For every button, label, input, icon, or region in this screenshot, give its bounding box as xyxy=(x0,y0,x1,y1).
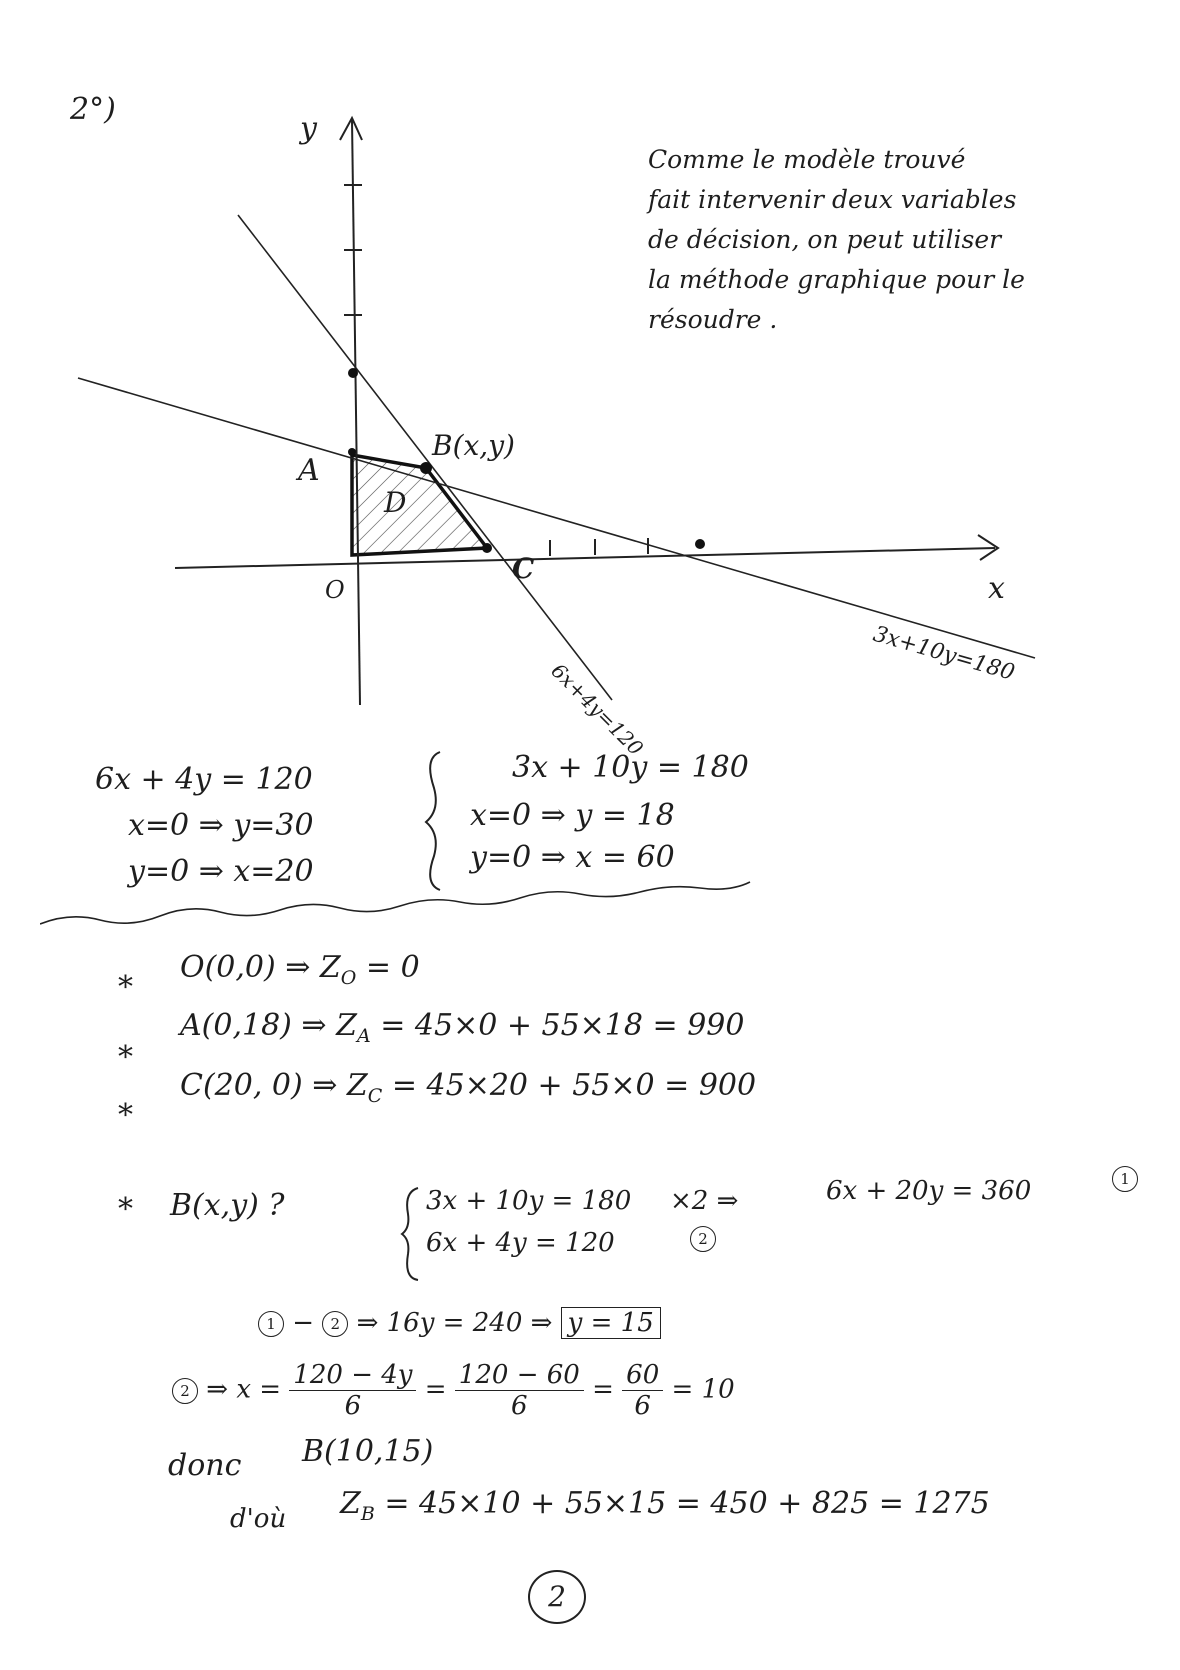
axis-x-label: x xyxy=(988,571,1005,606)
system-eq2: 6x + 4y = 120 xyxy=(426,1228,615,1258)
note-line: de décision, on peut utiliser xyxy=(648,225,1002,254)
line1-label: 3x+10y=180 xyxy=(870,621,1018,686)
donc-label: donc xyxy=(168,1448,242,1483)
point-b xyxy=(420,462,432,474)
page-number: 2 xyxy=(528,1570,586,1624)
dou-label: d'où xyxy=(230,1504,287,1534)
wavy-separator xyxy=(40,872,760,932)
zb-equation: $Z_B = 45\times 10 + 55\times 15 = 450 + 825 = 1275$ xyxy=(340,1486,990,1525)
intercept-left-title: 6x + 4y = 120 xyxy=(95,762,313,797)
note-line: fait intervenir deux variables xyxy=(648,185,1017,214)
tag-1: 1 xyxy=(258,1311,284,1337)
tag-2: 2 xyxy=(172,1378,198,1404)
origin-label: O xyxy=(325,576,345,604)
point-y30 xyxy=(348,368,358,378)
bullet: * xyxy=(118,1098,133,1133)
axis-y-label: y xyxy=(300,111,317,146)
feasible-region xyxy=(352,455,487,555)
line-6x-4y-120 xyxy=(238,215,612,700)
intercept-right-1: x=0 ⇒ y = 18 xyxy=(470,798,675,833)
region-label: D xyxy=(384,486,407,519)
tag-1: 1 xyxy=(1112,1166,1138,1192)
system-eq1: 3x + 10y = 180 xyxy=(426,1186,632,1216)
note-line: la méthode graphique pour le xyxy=(648,265,1025,294)
intercept-right-2: y=0 ⇒ x = 60 xyxy=(470,840,675,875)
line-3x-10y-180 xyxy=(78,378,1035,658)
point-b-label: B(x,y) xyxy=(432,429,515,462)
line2-label: 6x+4y=120 xyxy=(546,658,649,760)
fraction-3: $\frac{60}{6}$ xyxy=(622,1360,663,1421)
intercept-right-title: 3x + 10y = 180 xyxy=(512,750,749,785)
fraction-1: $\frac{120 - 4y}{6}$ xyxy=(289,1360,416,1421)
y-result: y = 15 xyxy=(561,1307,661,1339)
y-axis xyxy=(352,120,360,705)
point-a-label: A xyxy=(298,453,320,488)
section-label: 2°) xyxy=(70,92,116,127)
eval-o: O(0,0) ⇒ $Z_O = 0$ xyxy=(180,950,420,989)
intercept-left-2: y=0 ⇒ x=20 xyxy=(128,854,314,889)
x-axis xyxy=(175,548,995,568)
b-question: B(x,y) ? xyxy=(170,1188,285,1223)
eval-c: C(20, 0) ⇒ $Z_C = 45\times 20 + 55\times 0 = 900$ xyxy=(180,1068,757,1107)
system-eq1-op: ×2 ⇒ xyxy=(670,1186,739,1216)
point-c xyxy=(482,543,492,553)
tag-2: 2 xyxy=(690,1226,716,1252)
intercept-left-1: x=0 ⇒ y=30 xyxy=(128,808,314,843)
bullet: * xyxy=(118,1040,133,1075)
point-c-label: C xyxy=(512,552,535,585)
eval-a: A(0,18) ⇒ $Z_A = 45\times 0 + 55\times 18 = 990$ xyxy=(180,1008,745,1047)
fraction-2: $\frac{120 - 60}{6}$ xyxy=(455,1360,584,1421)
note-block xyxy=(648,140,1025,340)
point-a xyxy=(348,448,356,456)
point-x60 xyxy=(695,539,705,549)
tag-2: 2 xyxy=(322,1311,348,1337)
note-line: Comme le modèle trouvé xyxy=(648,145,966,174)
bullet: * xyxy=(118,1192,133,1227)
step1: 1 − 2 ⇒ 16y = 240 ⇒ y = 15 xyxy=(258,1308,661,1338)
y-arrow xyxy=(340,118,362,140)
system-eq1-result: 6x + 20y = 360 xyxy=(826,1176,1032,1206)
system-brace xyxy=(398,1184,422,1284)
graph xyxy=(0,0,1180,760)
b-point: B(10,15) xyxy=(302,1434,434,1469)
note-line: résoudre . xyxy=(648,305,778,334)
step2: 2 ⇒ x = $\frac{120 - 4y}{6}$ = $\frac{120 - 60}{6}$ = $\frac{60}{6}$ = 10 xyxy=(172,1360,735,1421)
bullet: * xyxy=(118,970,133,1005)
